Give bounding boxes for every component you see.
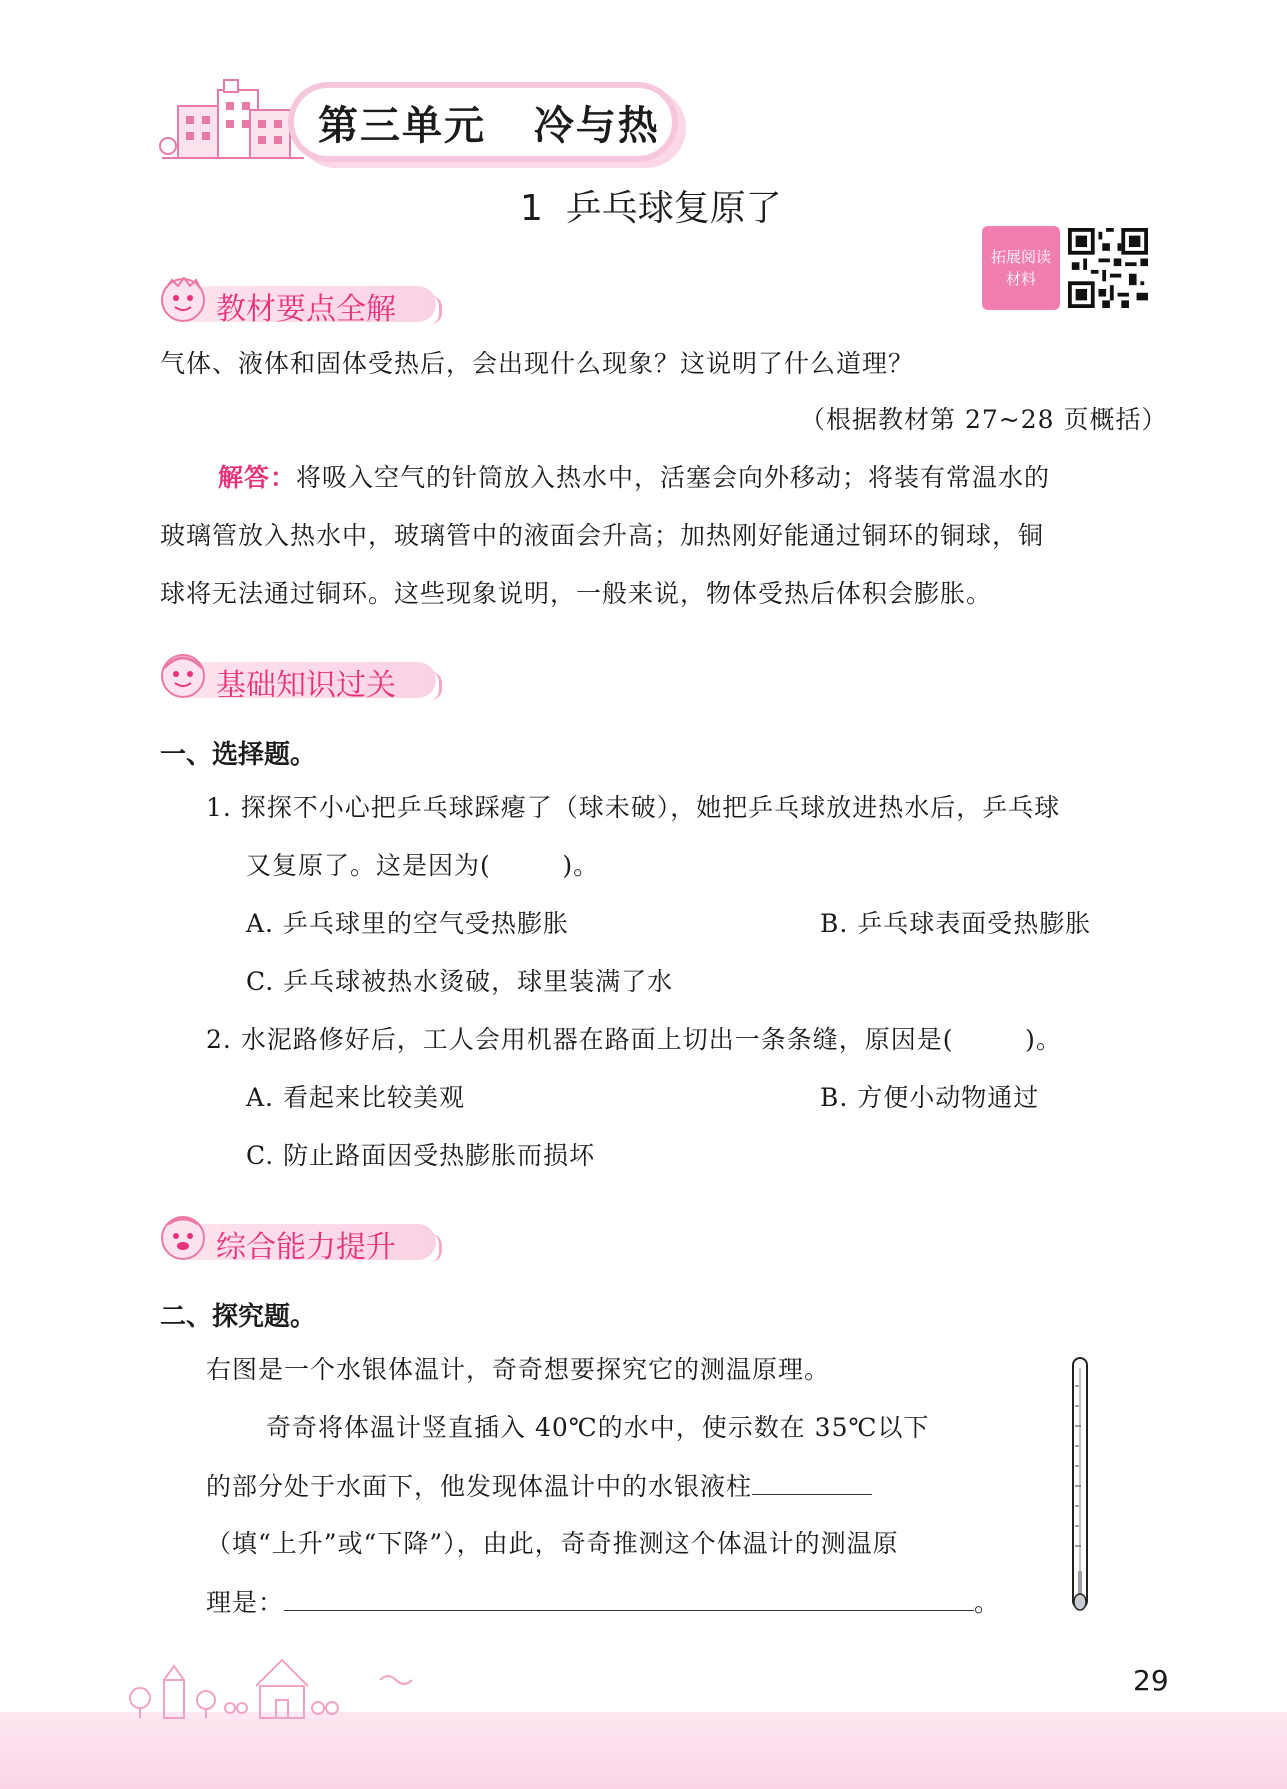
inquiry-heading: 二、探究题。 bbox=[160, 1302, 317, 1332]
q1-option-a[interactable]: A. 乒乓球里的空气受热膨胀 bbox=[246, 909, 569, 938]
unit-title: 第三单元 冷与热 bbox=[318, 103, 660, 149]
section-label: 基础知识过关 bbox=[216, 668, 396, 703]
unit-banner bbox=[158, 82, 708, 162]
qr-label bbox=[982, 226, 1060, 310]
period-mark: 。 bbox=[974, 1588, 1001, 1617]
inquiry-p2-line2-text: 的部分处于水面下，他发现体温计中的水银液柱 bbox=[206, 1472, 753, 1501]
footer-band bbox=[0, 1712, 1287, 1789]
qr-label-line1: 拓展阅读 bbox=[990, 248, 1051, 266]
q2-option-a[interactable]: A. 看起来比较美观 bbox=[246, 1083, 465, 1112]
q2-option-c[interactable]: C. 防止路面因受热膨胀而损坏 bbox=[246, 1141, 596, 1170]
section-header-ability bbox=[158, 1210, 438, 1266]
section-header-basics bbox=[158, 648, 438, 704]
answer-label: 解答： bbox=[218, 463, 297, 492]
q2-line1: 2. 水泥路修好后，工人会用机器在路面上切出一条条缝，原因是( )。 bbox=[206, 1025, 1062, 1054]
inquiry-p2-line2 bbox=[206, 1468, 872, 1505]
page-number: 29 bbox=[1133, 1664, 1169, 1697]
inquiry-p1: 右图是一个水银体温计，奇奇想要探究它的测温原理。 bbox=[206, 1355, 831, 1384]
qr-label-line2: 材料 bbox=[1005, 270, 1036, 288]
q1-line1: 1. 探探不小心把乒乓球踩瘪了（球未破），她把乒乓球放进热水后，乒乓球 bbox=[206, 793, 1061, 822]
inquiry-p2-line4-text: 理是： bbox=[206, 1588, 285, 1617]
qr-code-icon[interactable] bbox=[1068, 228, 1148, 308]
building-illustration-icon bbox=[158, 76, 308, 168]
answer-line1 bbox=[218, 460, 1050, 496]
answer-line3: 球将无法通过铜环。这些现象说明，一般来说，物体受热后体积会膨胀。 bbox=[160, 579, 993, 608]
answer-line2: 玻璃管放入热水中，玻璃管中的液面会升高；加热刚好能通过铜环的铜球，铜 bbox=[160, 521, 1045, 550]
q2-option-b[interactable]: B. 方便小动物通过 bbox=[820, 1083, 1040, 1112]
extended-reading-qr[interactable] bbox=[982, 226, 1150, 310]
key-question: 气体、液体和固体受热后，会出现什么现象？这说明了什么道理？ bbox=[160, 349, 915, 378]
q1-line2: 又复原了。这是因为( )。 bbox=[246, 851, 600, 880]
section-label: 综合能力提升 bbox=[216, 1230, 396, 1265]
answer-blank-rise-fall[interactable] bbox=[752, 1468, 872, 1495]
choice-heading: 一、选择题。 bbox=[160, 740, 317, 770]
inquiry-p2-line1: 奇奇将体温计竖直插入 40℃的水中，使示数在 35℃以下 bbox=[266, 1413, 930, 1442]
q1-option-c[interactable]: C. 乒乓球被热水烫破，球里装满了水 bbox=[246, 967, 674, 996]
inquiry-p2-line4 bbox=[206, 1584, 1000, 1621]
mercury-thermometer-icon bbox=[1068, 1356, 1092, 1618]
cartoon-face-icon bbox=[158, 1212, 208, 1262]
answer-blank-principle[interactable] bbox=[284, 1584, 974, 1611]
section-label: 教材要点全解 bbox=[216, 292, 396, 327]
cartoon-face-icon bbox=[158, 650, 208, 700]
section-header-key-points bbox=[158, 272, 438, 328]
answer-text: 将吸入空气的针筒放入热水中，活塞会向外移动；将装有常温水的 bbox=[296, 463, 1051, 492]
cartoon-face-icon bbox=[158, 274, 208, 324]
q1-option-b[interactable]: B. 乒乓球表面受热膨胀 bbox=[820, 909, 1092, 938]
textbook-source: （根据教材第 27~28 页概括） bbox=[800, 405, 1168, 434]
town-illustration-icon bbox=[120, 1650, 540, 1720]
lesson-title: 1 乒乓球复原了 bbox=[520, 188, 782, 229]
inquiry-p2-line3: （填“上升”或“下降”），由此，奇奇推测这个体温计的测温原 bbox=[206, 1529, 899, 1558]
